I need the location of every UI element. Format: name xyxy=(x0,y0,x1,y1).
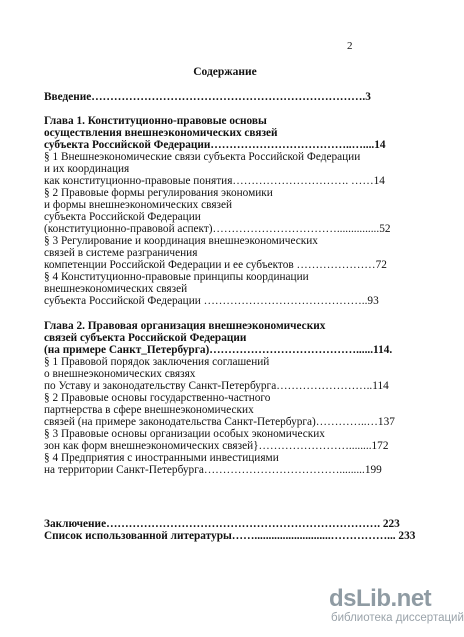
toc-entry-2-3-line-1: § 3 Правовые основы организации особых экономических xyxy=(44,428,325,440)
toc-entry-1-2-line-3: субъекта Российской Федерации xyxy=(44,211,201,223)
toc-entry-conclusion: Заключение………………………………………………………………. 223 xyxy=(44,518,400,530)
toc-entry-1-2-line-1: § 2 Правовые формы регулирования экономики xyxy=(44,187,273,199)
toc-entry-1-4-line-2: внешнеэкономических связей xyxy=(44,283,188,295)
chapter-1-heading-line-1: Глава 1. Конституционно-правовые основы xyxy=(44,115,267,127)
toc-entry-1-4-line-3: субъекта Российской Федерации ……………………………………..93 xyxy=(44,295,379,307)
toc-entry-1-1-line-3: как конституционно-правовые понятия…………………………. ……14 xyxy=(44,175,385,187)
toc-entry-2-4-line-1: § 4 Предприятия с иностранными инвестициями xyxy=(44,452,279,464)
toc-entry-2-3-line-2: зон как форм внешнеэкономических связей}……………………........172 xyxy=(44,440,389,452)
toc-entry-1-3-line-2: связей в системе разграничения xyxy=(44,247,198,259)
toc-entry-1-4-line-1: § 4 Конституционно-правовые принципы координации xyxy=(44,271,309,283)
toc-entry-1-2-line-4: (конституционно-правовой аспект)……………………………...............52 xyxy=(44,223,391,235)
chapter-2-heading-line-1: Глава 2. Правовая организация внешнеэкономических xyxy=(44,320,326,332)
toc-title: Содержание xyxy=(193,66,257,78)
toc-entry-2-2-line-2: партнерства в сфере внешнеэкономических xyxy=(44,404,254,416)
chapter-2-heading-line-3: (на примере Санкт_Петербурга)…………………………………......114. xyxy=(44,344,393,356)
toc-entry-2-2-line-1: § 2 Правовые основы государственно-частного xyxy=(44,392,271,404)
toc-entry-2-4-line-2: на территории Санкт-Петербурга……………………………….........199 xyxy=(44,464,382,476)
toc-entry-1-3-line-1: § 3 Регулирование и координация внешнеэкономических xyxy=(44,235,318,247)
dslib-watermark-logo xyxy=(329,585,464,630)
toc-entry-1-2-line-2: и формы внешнеэкономических связей xyxy=(44,199,233,211)
chapter-2-heading-line-2: связей субъекта Российской Федерации xyxy=(44,332,247,344)
toc-entry-2-1-line-2: о внешнеэкономических связях xyxy=(44,368,196,380)
watermark-logo-text: dsLib.net xyxy=(329,585,432,612)
toc-entry-2-1-line-3: по Уставу и законодательству Санкт-Петербурга……………………..114 xyxy=(44,380,389,392)
watermark-subtitle: библиотека диссертаций xyxy=(331,612,464,624)
chapter-1-heading-line-2: осуществления внешнеэкономических связей xyxy=(44,127,278,139)
toc-entry-1-1-line-1: § 1 Внешнеэкономические связи субъекта Российской Федерации xyxy=(44,151,361,163)
toc-entry-2-1-line-1: § 1 Правовой порядок заключения соглашений xyxy=(44,356,270,368)
chapter-1-heading-line-3: субъекта Российской Федерации………………………………..…....14 xyxy=(44,139,386,151)
toc-entry-2-2-line-3: связей (на примере законодательства Санкт-Петербурга)…………..…137 xyxy=(44,416,395,428)
toc-entry-1-1-line-2: и их координация xyxy=(44,163,130,175)
toc-entry-1-3-line-3: компетенции Российской Федерации и ее субъектов …………………72 xyxy=(44,259,387,271)
toc-entry-bibliography: Список использованной литературы……...........................……………... 233 xyxy=(44,530,416,542)
page-number: 2 xyxy=(347,40,353,52)
toc-entry-introduction: Введение……………………………………………………………….3 xyxy=(44,91,371,103)
